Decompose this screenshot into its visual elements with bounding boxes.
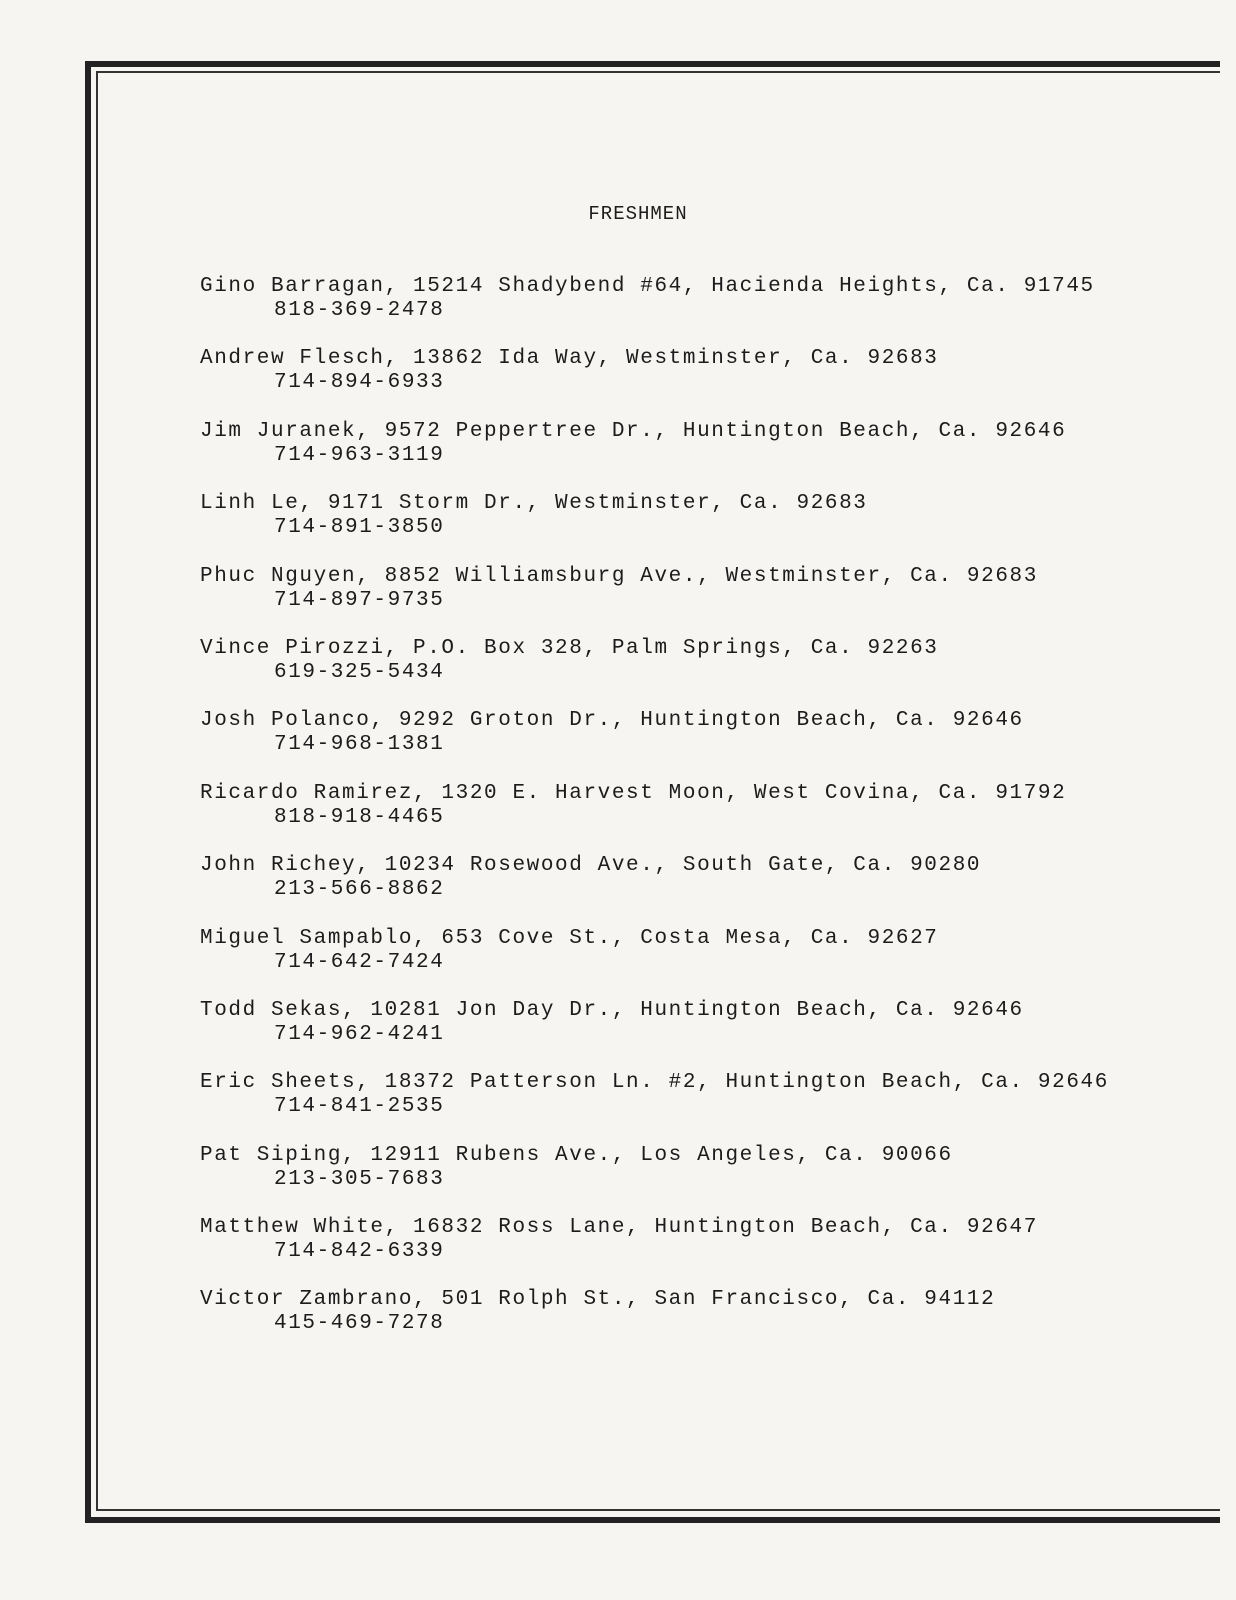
entry-address: Todd Sekas, 10281 Jon Day Dr., Huntington Beach, Ca. 92646 xyxy=(200,998,1024,1022)
entry-address: Josh Polanco, 9292 Groton Dr., Huntington Beach, Ca. 92646 xyxy=(200,709,1024,733)
entry-phone: 714-642-7424 xyxy=(274,950,445,974)
entry-address: John Richey, 10234 Rosewood Ave., South Gate, Ca. 90280 xyxy=(200,854,982,878)
roster-entry xyxy=(200,275,1200,347)
entry-address: Victor Zambrano, 501 Rolph St., San Francisco, Ca. 94112 xyxy=(200,1288,996,1312)
page-border-left xyxy=(85,61,91,1523)
page-border-top xyxy=(85,61,1220,67)
roster-entry xyxy=(200,637,1200,709)
entry-phone: 714-963-3119 xyxy=(274,443,445,467)
roster-entry xyxy=(200,1288,1200,1360)
roster-entry xyxy=(200,1144,1200,1216)
entry-address: Linh Le, 9171 Storm Dr., Westminster, Ca. 92683 xyxy=(200,492,868,516)
entry-address: Vince Pirozzi, P.O. Box 328, Palm Springs, Ca. 92263 xyxy=(200,636,939,660)
roster-entry xyxy=(200,709,1200,781)
entry-address: Eric Sheets, 18372 Patterson Ln. #2, Huntington Beach, Ca. 92646 xyxy=(200,1071,1109,1095)
roster-entry xyxy=(200,420,1200,492)
entry-phone: 714-894-6933 xyxy=(274,371,445,395)
entry-phone: 213-305-7683 xyxy=(274,1167,445,1191)
entry-phone: 714-841-2535 xyxy=(274,1095,445,1119)
roster-entry xyxy=(200,1071,1200,1143)
roster-entry xyxy=(200,565,1200,637)
entry-phone: 714-842-6339 xyxy=(274,1240,445,1264)
entry-phone: 714-968-1381 xyxy=(274,733,445,757)
entry-address: Phuc Nguyen, 8852 Williamsburg Ave., Westminster, Ca. 92683 xyxy=(200,564,1038,588)
page-border-left-inner xyxy=(96,71,98,1511)
entry-phone: 714-897-9735 xyxy=(274,588,445,612)
page-border-bottom-inner xyxy=(96,1509,1220,1511)
page-border-bottom xyxy=(85,1517,1220,1523)
roster-entry xyxy=(200,492,1200,564)
freshmen-roster xyxy=(200,275,1200,1361)
roster-entry xyxy=(200,854,1200,926)
entry-address: Andrew Flesch, 13862 Ida Way, Westminster, Ca. 92683 xyxy=(200,347,939,371)
roster-entry xyxy=(200,782,1200,854)
entry-address: Ricardo Ramirez, 1320 E. Harvest Moon, West Covina, Ca. 91792 xyxy=(200,781,1067,805)
roster-entry xyxy=(200,1216,1200,1288)
roster-entry xyxy=(200,347,1200,419)
page-border-top-inner xyxy=(98,71,1220,73)
roster-entry xyxy=(200,999,1200,1071)
roster-entry xyxy=(200,927,1200,999)
entry-address: Gino Barragan, 15214 Shadybend #64, Hacienda Heights, Ca. 91745 xyxy=(200,275,1095,298)
entry-address: Pat Siping, 12911 Rubens Ave., Los Angeles, Ca. 90066 xyxy=(200,1143,953,1167)
entry-phone: 714-962-4241 xyxy=(274,1022,445,1046)
page-title: FRESHMEN xyxy=(588,203,688,225)
entry-address: Miguel Sampablo, 653 Cove St., Costa Mesa, Ca. 92627 xyxy=(200,926,939,950)
entry-phone: 619-325-5434 xyxy=(274,660,445,684)
entry-phone: 818-918-4465 xyxy=(274,805,445,829)
entry-phone: 415-469-7278 xyxy=(274,1312,445,1336)
entry-phone: 213-566-8862 xyxy=(274,878,445,902)
entry-phone: 714-891-3850 xyxy=(274,516,445,540)
entry-address: Jim Juranek, 9572 Peppertree Dr., Huntington Beach, Ca. 92646 xyxy=(200,419,1067,443)
entry-phone: 818-369-2478 xyxy=(274,299,445,322)
entry-address: Matthew White, 16832 Ross Lane, Huntington Beach, Ca. 92647 xyxy=(200,1216,1038,1240)
